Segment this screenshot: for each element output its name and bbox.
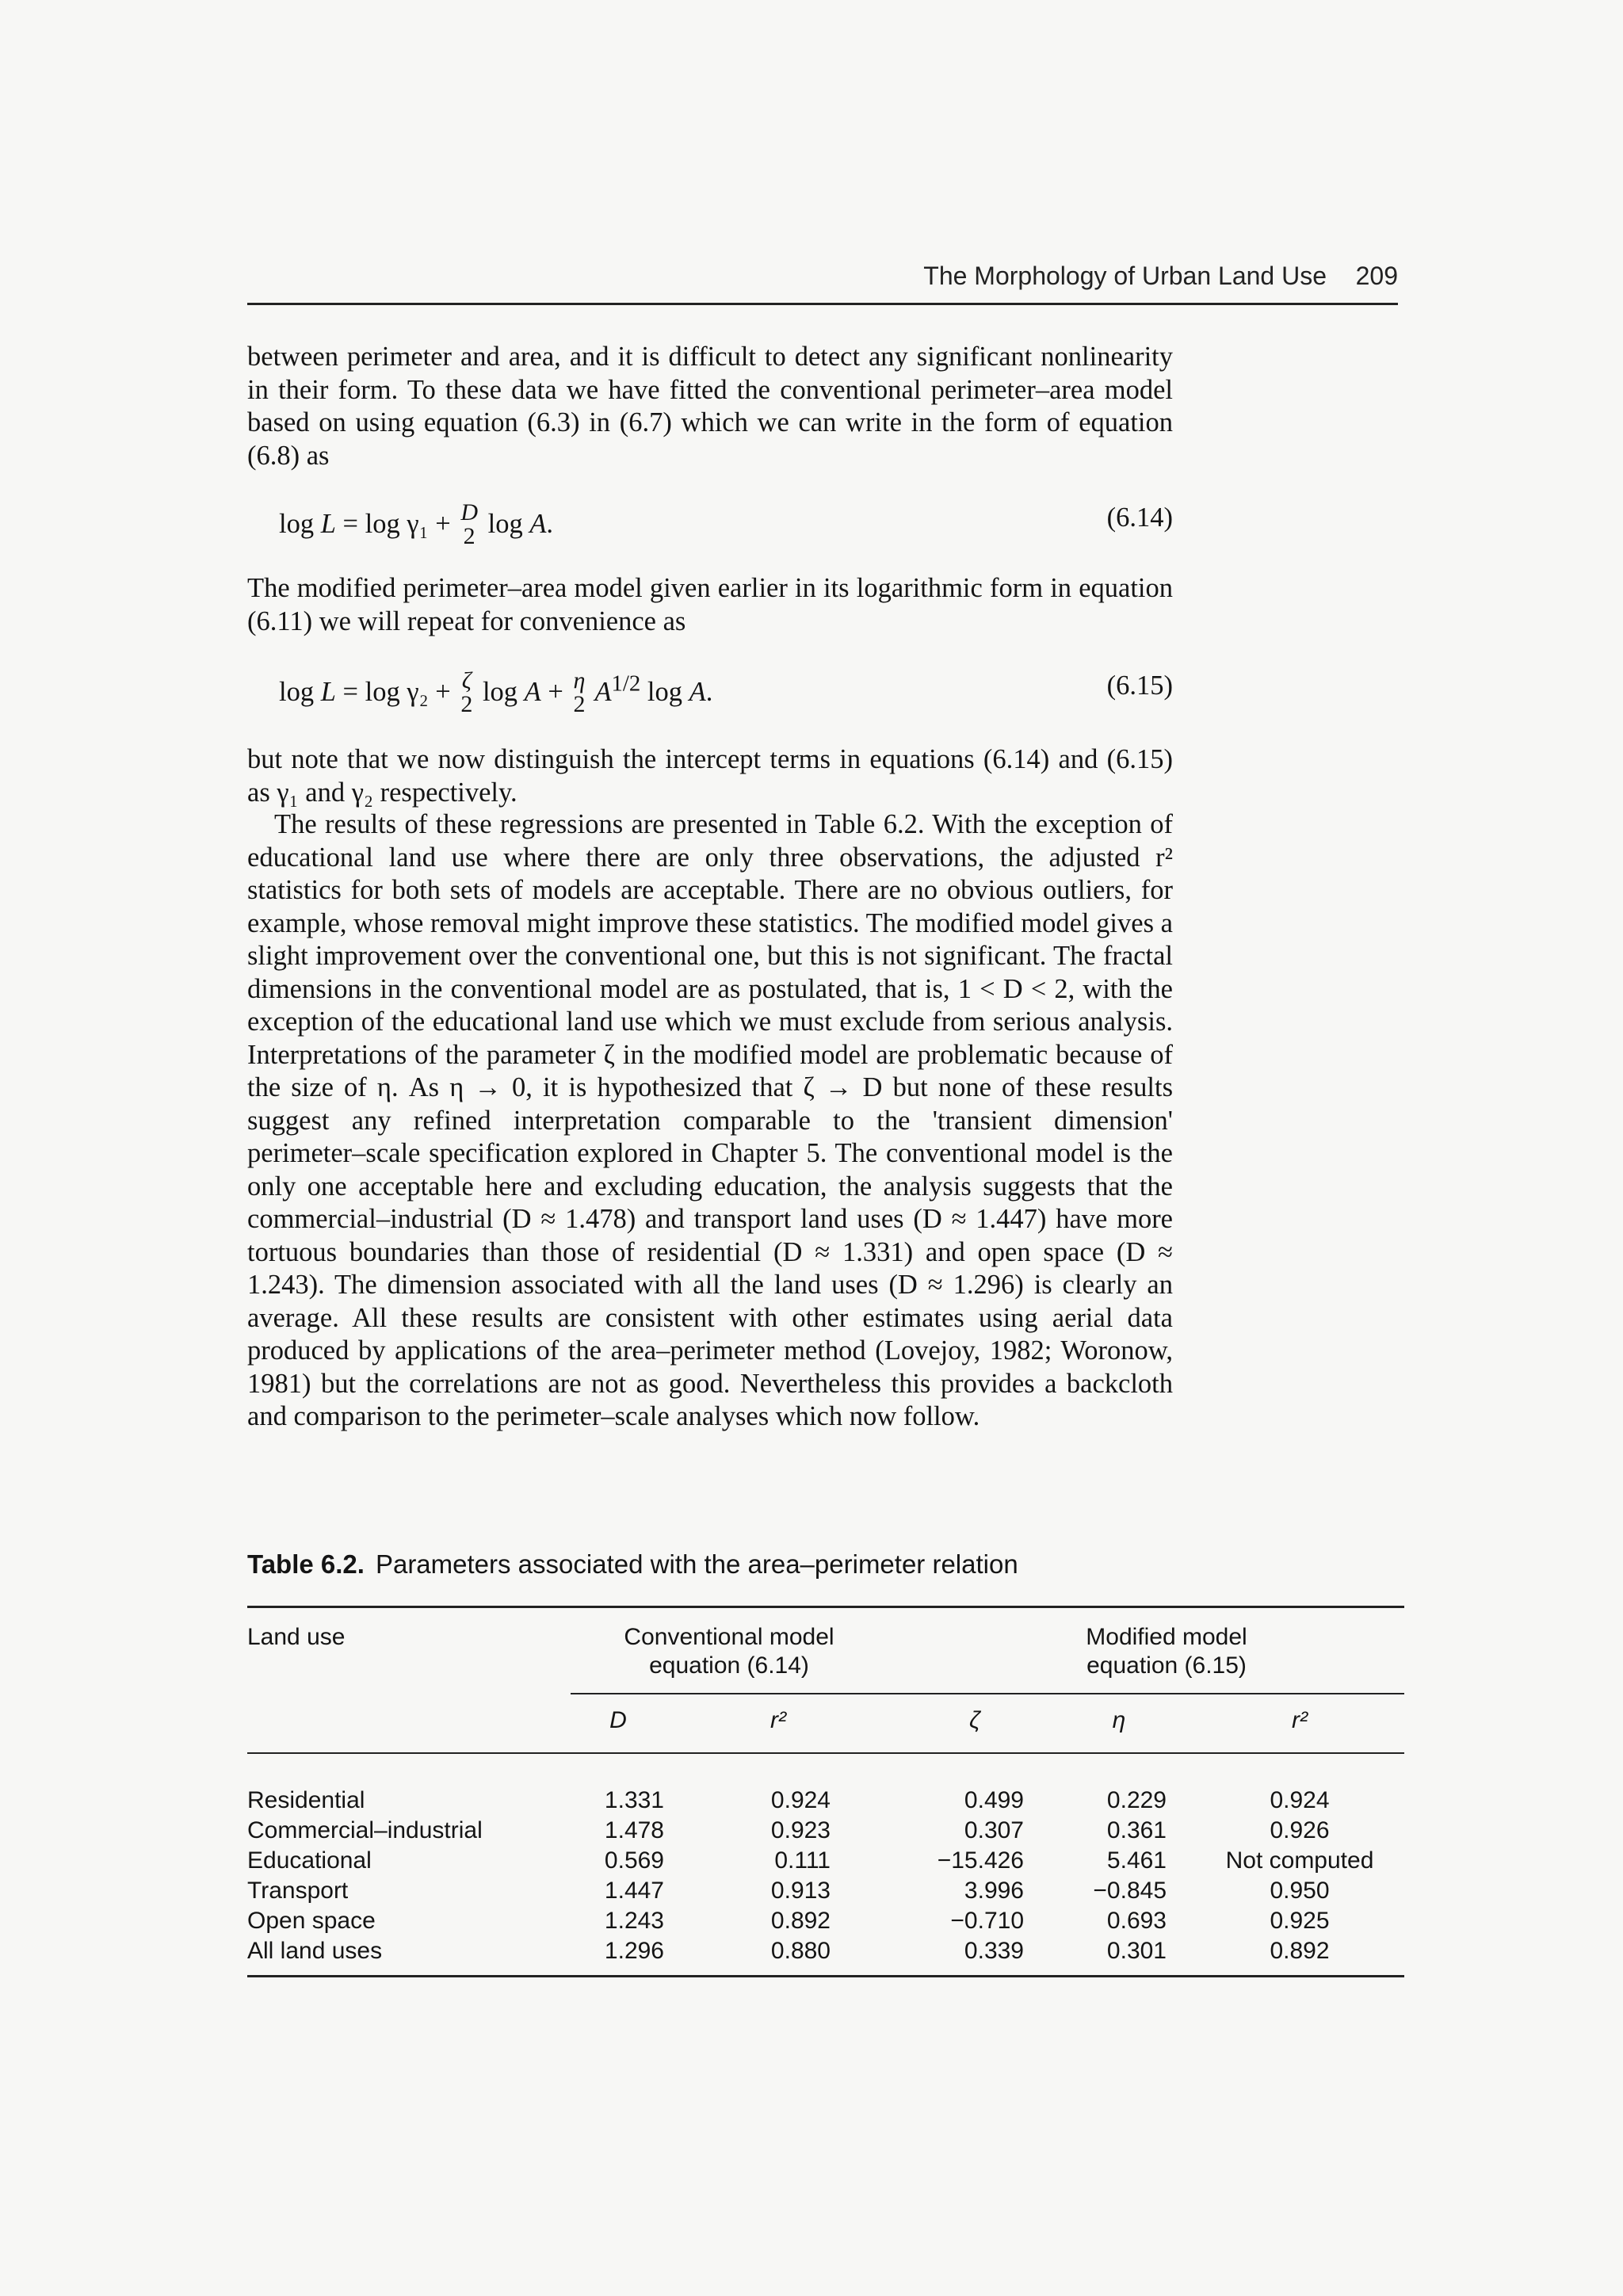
cell-r2: 0.892 xyxy=(770,1908,831,1934)
table-row xyxy=(247,1816,1404,1846)
cell-land-use: Residential xyxy=(247,1787,365,1813)
cell-land-use: Commercial–industrial xyxy=(247,1817,483,1843)
cell-zeta: 0.307 xyxy=(964,1817,1024,1843)
table-header-rule xyxy=(247,1752,1404,1754)
column-symbol-r2: r² xyxy=(770,1707,786,1733)
cell-r2: 0.880 xyxy=(770,1938,831,1964)
cell-r2-modified: 0.926 xyxy=(1270,1817,1330,1843)
table-body xyxy=(247,1786,1404,1966)
equation-number: (6.15) xyxy=(1106,670,1173,701)
cell-land-use: All land uses xyxy=(247,1938,383,1964)
frac-numerator: η xyxy=(573,667,586,693)
cell-d: 1.243 xyxy=(604,1908,664,1934)
eq-var: A xyxy=(524,676,541,707)
eq-text: . xyxy=(705,676,713,707)
cell-r2-modified: 0.950 xyxy=(1270,1878,1330,1904)
cell-eta: 5.461 xyxy=(1106,1847,1167,1874)
table-row xyxy=(247,1876,1404,1906)
eq-text: log xyxy=(640,676,689,707)
column-symbol-zeta: ζ xyxy=(969,1707,980,1733)
cell-r2: 0.924 xyxy=(770,1787,831,1813)
cell-eta: 0.693 xyxy=(1106,1908,1167,1934)
cell-d: 1.478 xyxy=(604,1817,664,1843)
eq-text: log xyxy=(480,508,530,539)
table-row xyxy=(247,1846,1404,1876)
cell-r2-modified: 0.924 xyxy=(1270,1787,1330,1813)
eq-text: = log γ₁ + xyxy=(335,508,458,539)
table-group-rule xyxy=(571,1693,1404,1694)
column-header-land-use: Land use xyxy=(247,1624,346,1650)
equation-6-14 xyxy=(279,482,1173,549)
cell-r2-modified: 0.892 xyxy=(1270,1938,1330,1964)
eq-var: L xyxy=(320,676,336,707)
paragraph-modified-model: The modified perimeter–area model given earlier in its logarithmic form in equation (6.11) we will repeat for convenience as xyxy=(247,573,1173,636)
cell-d: 1.296 xyxy=(604,1938,664,1964)
cell-eta: 0.361 xyxy=(1106,1817,1167,1843)
cell-land-use: Educational xyxy=(247,1847,372,1874)
cell-land-use: Open space xyxy=(247,1908,376,1934)
equation-number: (6.14) xyxy=(1106,502,1173,533)
frac-denominator: 2 xyxy=(573,691,586,717)
cell-r2: 0.913 xyxy=(770,1878,831,1904)
cell-d: 1.447 xyxy=(604,1878,664,1904)
table-row xyxy=(247,1786,1404,1816)
group-equation: equation (6.14) xyxy=(649,1652,809,1679)
cell-r2-modified: Not computed xyxy=(1225,1847,1374,1874)
page-header xyxy=(247,255,1398,305)
cell-eta: 0.301 xyxy=(1106,1938,1167,1964)
eq-text: log xyxy=(475,676,525,707)
cell-d: 0.569 xyxy=(604,1847,664,1874)
column-symbol-d: D xyxy=(609,1707,627,1733)
frac-numerator: D xyxy=(460,499,478,525)
cell-r2-modified: 0.925 xyxy=(1270,1908,1330,1934)
eq-fraction xyxy=(573,669,585,716)
cell-eta: 0.229 xyxy=(1106,1787,1167,1813)
cell-d: 1.331 xyxy=(604,1787,664,1813)
cell-r2: 0.923 xyxy=(770,1817,831,1843)
eq-text: . xyxy=(546,508,554,539)
frac-numerator: ζ xyxy=(461,667,472,693)
eq-text: log xyxy=(279,676,321,707)
table-bottom-rule xyxy=(247,1975,1404,1977)
eq-fraction xyxy=(460,669,472,716)
eq-var: A xyxy=(588,676,612,707)
table-caption-text: Parameters associated with the area–perimeter relation xyxy=(375,1549,1018,1579)
eq-fraction xyxy=(460,501,478,548)
paragraph-results: The results of these regressions are presented in Table 6.2. With the exception of educational land use where there are only three observations, the adjusted r² statistics for both sets of models are acceptable. There are no obvious outliers, for example, whose removal might improve these statistics. The modified model gives a slight improvement over the conventional one, but this is not significant. The fractal dimensions in the conventional model are as postulated, that is, 1 < D < 2, with the exception of the educational land use which we must exclude from serious analysis. Interpretations of the parameter ζ in the modified model are problematic because of the size of η. As η → 0, it is hypothesized that ζ → D but none of these results suggest any refined interpretation comparable to the 'transient dimension' perimeter–scale specification explored in Chapter 5. The conventional model is the only one acceptable here and excluding education, the analysis suggests that the commercial–industrial (D ≈ 1.478) and transport land uses (D ≈ 1.447) have more tortuous boundaries than those of residential (D ≈ 1.331) and open space (D ≈ 1.243). The dimension associated with all the land uses (D ≈ 1.296) is clearly an average. All these results are consistent with other estimates using aerial data produced by applications of the area–perimeter method (Lovejoy, 1982; Woronow, 1981) but the correlations are not as good. Nevertheless this provides a backcloth and comparison to the perimeter–scale analyses which now follow. xyxy=(247,809,1173,1431)
group-equation: equation (6.15) xyxy=(1086,1652,1247,1679)
cell-zeta: −0.710 xyxy=(950,1908,1024,1934)
page-number: 209 xyxy=(1355,262,1398,290)
eq-var: A xyxy=(529,508,547,539)
paragraph-intercepts: but note that we now distinguish the intercept terms in equations (6.14) and (6.15) as γ₁ and γ₂ respectively. xyxy=(247,744,1173,808)
frac-denominator: 2 xyxy=(460,691,473,717)
eq-var: A xyxy=(689,676,706,707)
eq-var: L xyxy=(320,508,336,539)
column-symbol-r2-modified: r² xyxy=(1292,1707,1308,1733)
equation-body xyxy=(279,499,554,550)
cell-zeta: 0.499 xyxy=(964,1787,1024,1813)
group-title: Conventional model xyxy=(624,1624,834,1650)
cell-zeta: 0.339 xyxy=(964,1938,1024,1964)
cell-zeta: 3.996 xyxy=(964,1878,1024,1904)
column-group-conventional xyxy=(571,1623,888,1680)
parameters-table xyxy=(247,1606,1404,1978)
table-row xyxy=(247,1936,1404,1966)
cell-zeta: −15.426 xyxy=(937,1847,1024,1874)
column-group-modified xyxy=(968,1623,1365,1680)
eq-exponent: 1/2 xyxy=(611,670,641,697)
cell-land-use: Transport xyxy=(247,1878,349,1904)
cell-r2: 0.111 xyxy=(774,1847,831,1874)
table-row xyxy=(247,1906,1404,1936)
frac-denominator: 2 xyxy=(463,523,475,549)
eq-text: + xyxy=(540,676,571,707)
paragraph-intro: between perimeter and area, and it is difficult to detect any significant nonlinearity in their form. To these data we have fitted the conventional perimeter–area model based on using equation (6.3) in (6.7) which we can write in the form of equation (6.8) as xyxy=(247,342,1173,471)
eq-text: = log γ₂ + xyxy=(335,676,458,707)
column-symbol-eta: η xyxy=(1112,1707,1126,1733)
eq-text: log xyxy=(279,508,321,539)
running-title: The Morphology of Urban Land Use xyxy=(923,262,1327,290)
table-label: Table 6.2. xyxy=(247,1549,365,1579)
cell-eta: −0.845 xyxy=(1093,1878,1167,1904)
equation-6-15 xyxy=(279,650,1173,717)
table-top-rule xyxy=(247,1606,1404,1608)
group-title: Modified model xyxy=(1086,1624,1247,1650)
table-caption xyxy=(247,1549,1404,1580)
equation-body xyxy=(279,667,713,718)
